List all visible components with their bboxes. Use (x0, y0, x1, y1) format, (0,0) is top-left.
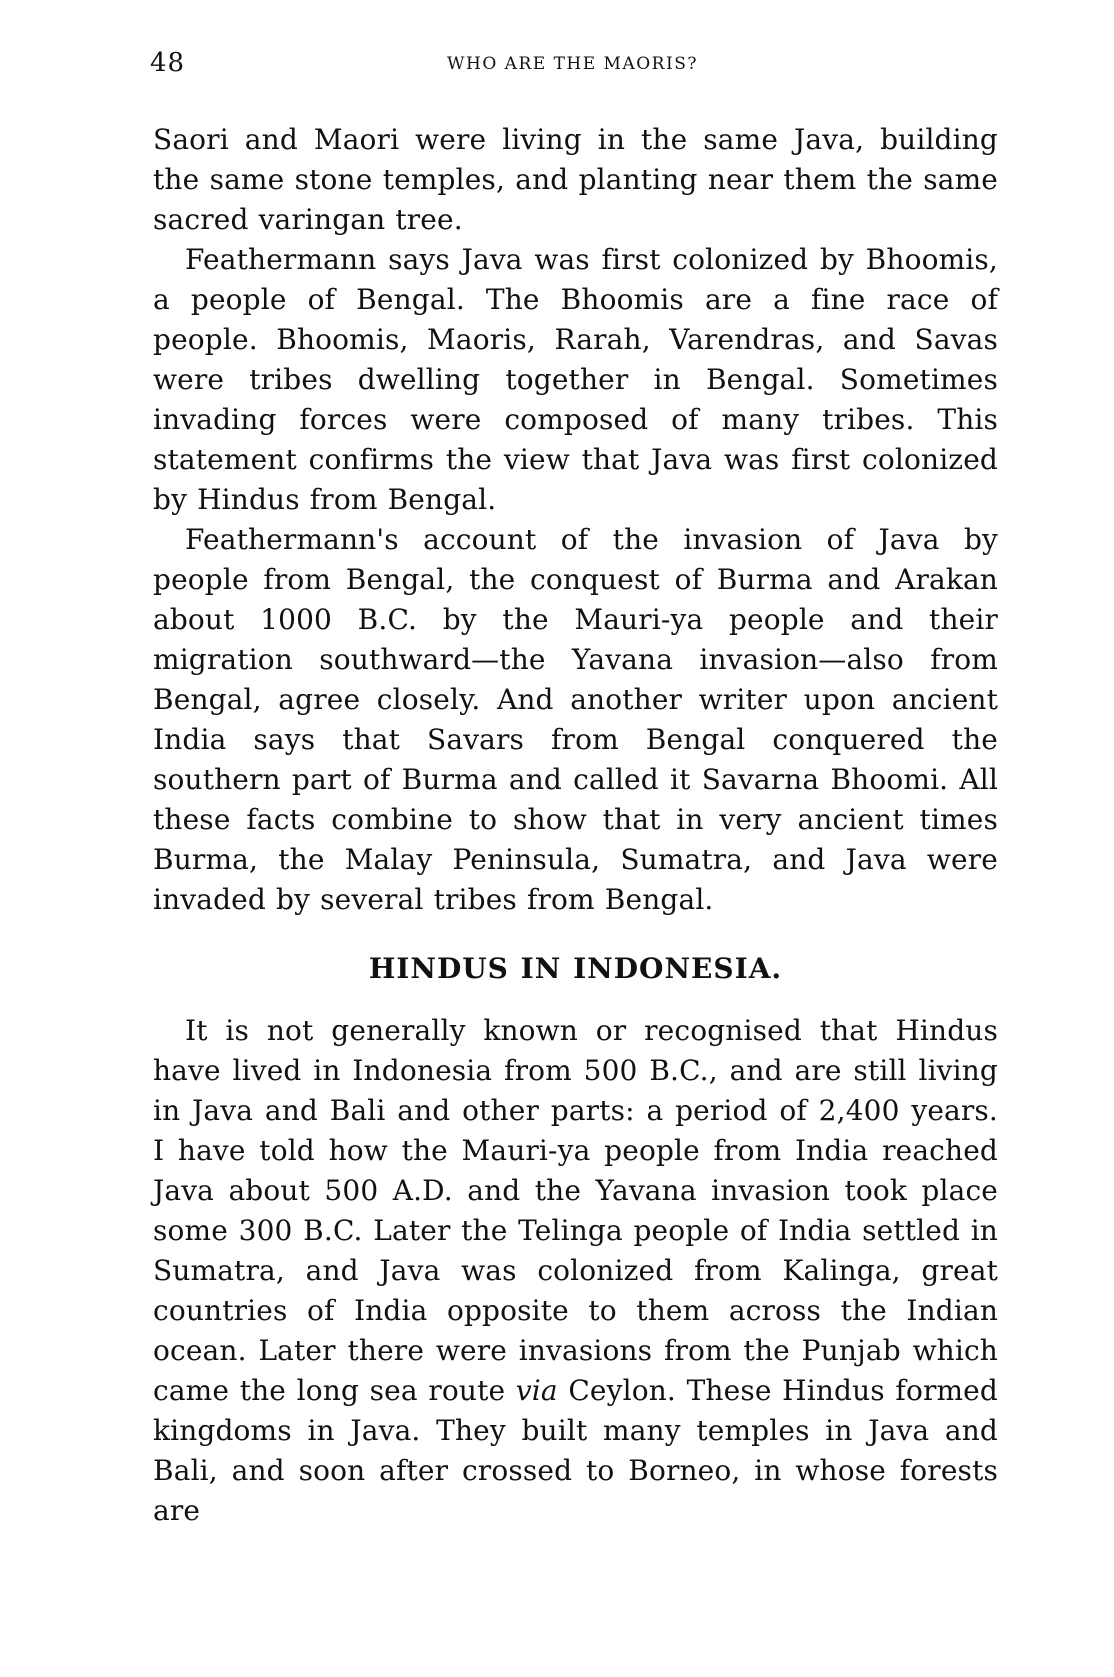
italic-latin-word: via (515, 1374, 558, 1407)
body-paragraph-3: Feathermann's account of the invasion of Java by people from Bengal, the conquest of Burma and Arakan about 1000 B.C. by the Mauri-ya people and their migration southward—the Yavana invasion—also from Bengal, agree closely. And another writer upon ancient India says that Savars from Bengal conquered the southern part of Burma and called it Savarna Bhoomi. All these facts combine to show that in very ancient times Burma, the Malay Peninsula, Sumatra, and Java were invaded by several tribes from Bengal. (153, 523, 998, 916)
section-paragraph (153, 1011, 998, 1531)
section-heading: HINDUS IN INDONESIA. (368, 952, 783, 985)
running-title: WHO ARE THE MAORIS? (447, 54, 698, 74)
body-paragraph-2: Feathermann says Java was first colonized by Bhoomis, a people of Bengal. The Bhoomis are a fine race of people. Bhoomis, Maoris, Rarah, Varendras, and Savas were tribes dwelling together in Bengal. Sometimes invading forces were composed of many tribes. This statement confirms the view that Java was first colonized by Hindus from Bengal. (153, 243, 998, 516)
section-paragraph-text-after-italic: Ceylon. These Hindus formed kingdoms in Java. They built many temples in Java and Bali, and soon after crossed to Borneo, in whose forests are (153, 1374, 998, 1527)
section-paragraph-text-before-italic: It is not generally known or recognised that Hindus have lived in Indonesia from 500 B.C., and are still living in Java and Bali and other parts: a period of 2,400 years. I have told how the Mauri-ya people from India reached Java about 500 A.D. and the Yavana invasion took place some 300 B.C. Later the Telinga people of India settled in Sumatra, and Java was colonized from Kalinga, great countries of India opposite to them across the Indian ocean. Later there were invasions from the Punjab which came the long sea route (153, 1014, 998, 1407)
body-paragraph-1: Saori and Maori were living in the same Java, building the same stone temples, and planting near them the same sacred varingan tree. (153, 123, 998, 236)
page-number: 48 (150, 48, 186, 78)
page-body (153, 120, 998, 1531)
running-head (150, 48, 995, 82)
